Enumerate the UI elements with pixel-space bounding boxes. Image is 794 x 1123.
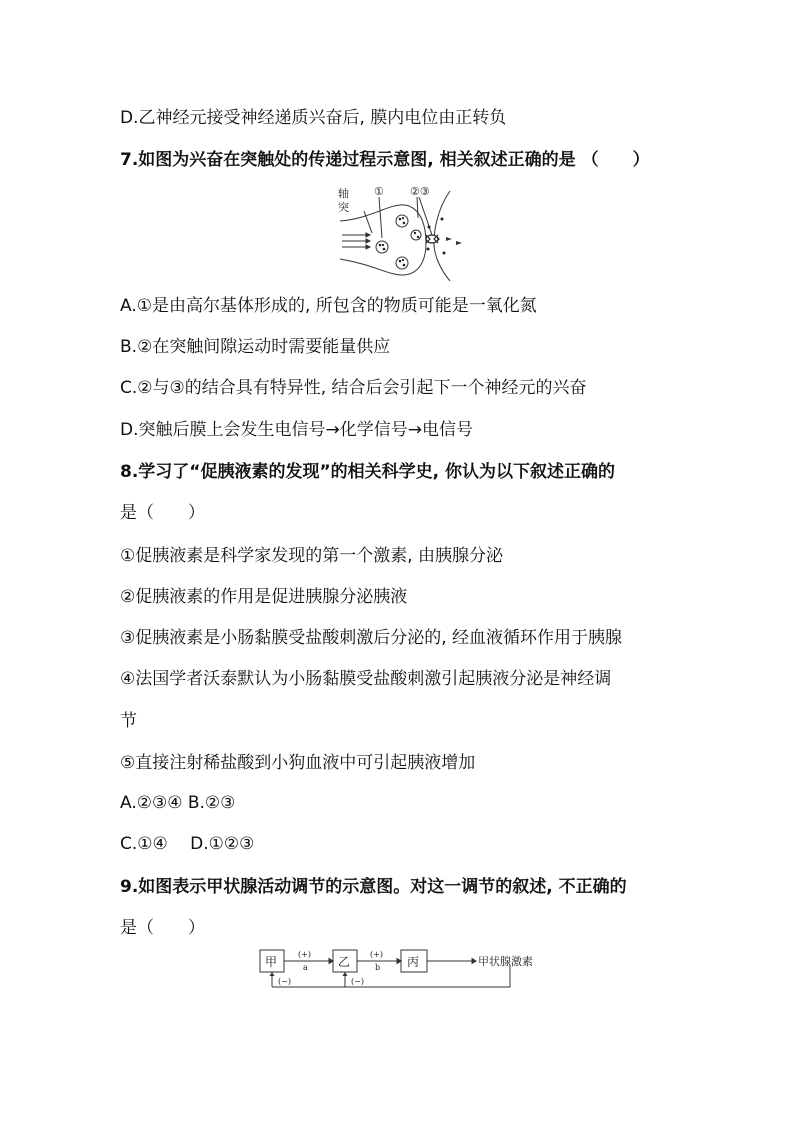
q7-option-d: D.突触后膜上会发生电信号→化学信号→电信号 [120,420,473,440]
q7-stem: 7.如图为兴奋在突触处的传递过程示意图, 相关叙述正确的是 （ ） [120,150,650,170]
label-1: ① [374,185,384,198]
q7-option-b: B.②在突触间隙运动时需要能量供应 [120,337,391,357]
minus-2-label: (−) [351,977,364,986]
q7-option-a: A.①是由高尔基体形成的, 所包含的物质可能是一氧化氮 [120,296,537,316]
receptor-complex [426,235,438,243]
a-label: a [303,963,308,972]
box-jia-label: 甲 [265,955,278,969]
minus-1-label: (−) [278,977,291,986]
q8-stem-line1: 8.学习了“促胰液素的发现”的相关科学史, 你认为以下叙述正确的 [120,462,616,482]
box-yi-label: 乙 [338,955,351,969]
q8-item-4-line2: 节 [120,711,137,731]
q8-item-4-line1: ④法国学者沃泰默认为小肠黏膜受盐酸刺激引起胰液分泌是神经调 [120,669,612,689]
input-arrows [342,233,370,249]
q6-option-d: D.乙神经元接受神经递质兴奋后, 膜内电位由正转负 [120,108,507,128]
q7-option-c: C.②与③的结合具有特异性, 结合后会引起下一个神经元的兴奋 [120,378,587,398]
axon-label-2: 突 [338,201,349,214]
q8-item-1: ①促胰液素是科学家发现的第一个激素, 由胰腺分泌 [120,546,504,566]
output-arrows [446,237,462,245]
plus-1-label: (+) [298,950,311,959]
synapse-figure [330,183,470,281]
q8-options-ab: A.②③④ B.②③ [120,793,236,813]
q8-item-5: ⑤直接注射稀盐酸到小狗血液中可引起胰液增加 [120,753,476,773]
label-2-3: ②③ [410,185,430,198]
q9-stem-line2: 是（ ） [120,918,205,938]
axon-terminal-outline [340,205,426,275]
synaptic-vesicles [376,215,421,269]
thyroid-regulation-figure [258,946,538,994]
q8-stem-line2: 是（ ） [120,503,205,523]
plus-2-label: (+) [370,950,383,959]
q8-item-3: ③促胰液素是小肠黏膜受盐酸刺激后分泌的, 经血液循环作用于胰腺 [120,628,623,648]
axon-label-1: 轴 [338,187,349,200]
q8-options-cd: C.①④ D.①②③ [120,834,255,854]
box-bing-label: 丙 [407,955,420,969]
q8-item-2: ②促胰液素的作用是促进胰腺分泌胰液 [120,587,408,607]
b-label: b [375,963,381,972]
output-label: 甲状腺激素 [478,955,533,968]
q9-stem-line1: 9.如图表示甲状腺活动调节的示意图。对这一调节的叙述, 不正确的 [120,877,627,897]
